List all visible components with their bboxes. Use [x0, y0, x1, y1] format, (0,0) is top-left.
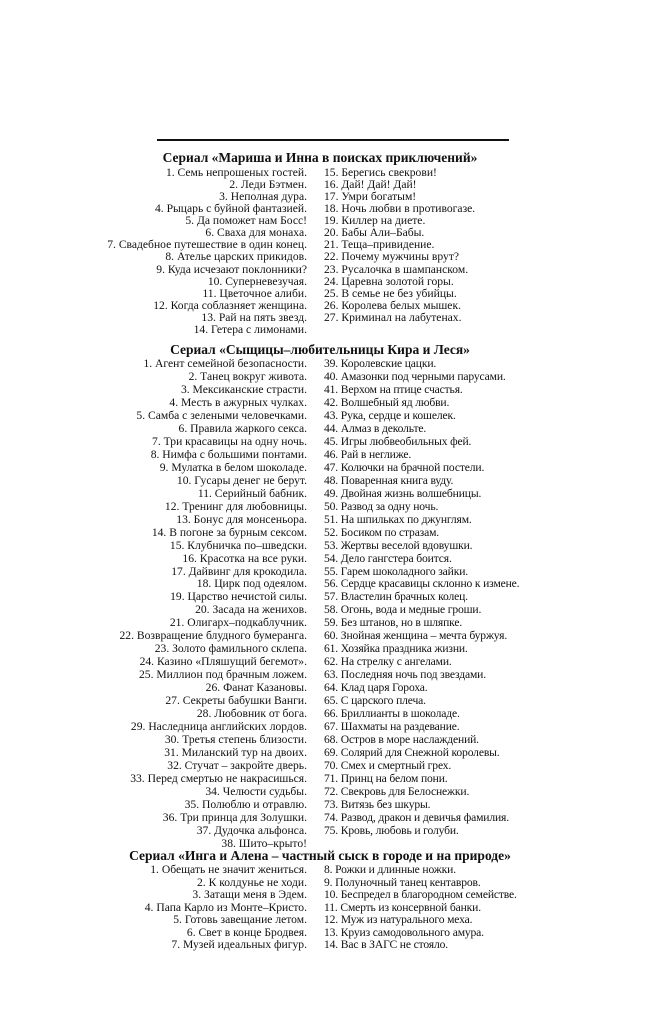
- book-title-item: 14. Вас в ЗАГС не стояло.: [324, 938, 448, 951]
- book-title-item: 18. Цирк под одеялом.: [196, 577, 307, 591]
- book-list-right: [324, 864, 517, 952]
- book-title-item: 9. Мулатка в белом шоколаде.: [159, 460, 307, 474]
- book-title-item: 61. Хозяйка праздника жизни.: [324, 642, 468, 656]
- book-title-item: 29. Наследница английских лордов.: [130, 720, 307, 734]
- book-title-item: 6. Правила жаркого секса.: [178, 421, 307, 435]
- book-title-item: 22. Возвращение блудного бумеранга.: [119, 629, 307, 643]
- book-title-item: 10. Гусары денег не берут.: [176, 473, 307, 487]
- book-title-item: 9. Куда исчезают поклонники?: [156, 262, 307, 276]
- book-title-item: 24. Казино «Пляшущий бегемот».: [139, 655, 307, 669]
- book-title-item: 23. Русалочка в шампанском.: [324, 262, 469, 276]
- book-title-item: 19. Царство нечистой силы.: [170, 590, 307, 604]
- book-list-left: [145, 864, 307, 952]
- book-title-item: 12. Муж из натурального меха.: [324, 913, 473, 926]
- book-title-item: 34. Челюсти судьбы.: [205, 784, 307, 798]
- book-title-item: 2. К колдунье не ходи.: [197, 875, 307, 889]
- book-title-item: 44. Алмаз в декольте.: [324, 421, 427, 435]
- book-title-item: 59. Без штанов, но в шляпке.: [324, 616, 463, 630]
- book-title-item: 23. Золото фамильного склепа.: [154, 642, 307, 656]
- book-title-item: 64. Клад царя Гороха.: [324, 681, 428, 695]
- book-title-item: 4. Папа Карло из Монте–Кристо.: [144, 900, 307, 914]
- book-title-item: 16. Красотка на все руки.: [182, 551, 307, 565]
- book-title-item: 2. Леди Бэтмен.: [229, 178, 307, 192]
- series-title: Сериал «Инга и Алена – частный сыск в городе и на природе»: [129, 848, 511, 863]
- book-title-item: 2. Танец вокруг живота.: [188, 369, 307, 383]
- book-title-item: 14. Гетера с лимонами.: [193, 322, 307, 336]
- book-title-item: 13. Рай на пять звезд.: [201, 310, 307, 324]
- book-title-item: 5. Да поможет нам Босс!: [185, 214, 307, 228]
- book-list-right: [324, 357, 519, 837]
- book-title-item: 11. Серийный бабник.: [197, 486, 307, 500]
- book-title-item: 8. Ателье царских прикидов.: [165, 250, 307, 264]
- book-title-item: 74. Развод, дракон и девичья фамилия.: [324, 810, 509, 824]
- book-title-item: 15. Берегись свекрови!: [324, 166, 437, 179]
- book-title-item: 16. Дай! Дай! Дай!: [324, 178, 417, 192]
- top-rule: [157, 139, 509, 141]
- book-title-item: 18. Ночь любви в противогазе.: [324, 202, 476, 216]
- book-title-item: 12. Тренинг для любовницы.: [164, 499, 307, 513]
- book-title-item: 1. Обещать не значит жениться.: [150, 863, 307, 876]
- book-title-item: 67. Шахматы на раздевание.: [324, 720, 460, 734]
- book-title-item: 13. Круиз самодовольного амура.: [324, 925, 484, 939]
- book-title-item: 51. На шпильках по джунглям.: [324, 512, 472, 526]
- book-title-item: 8. Нимфа с большими понтами.: [150, 447, 307, 461]
- book-title-item: 49. Двойная жизнь волшебницы.: [324, 486, 482, 500]
- book-title-item: 24. Царевна золотой горы.: [324, 274, 454, 288]
- book-title-item: 21. Олигарх–подкаблучник.: [169, 616, 307, 630]
- book-title-item: 27. Секреты бабушки Ванги.: [165, 694, 307, 708]
- book-title-item: 42. Волшебный яд любви.: [324, 395, 450, 409]
- book-title-item: 53. Жертвы веселой вдовушки.: [324, 538, 473, 552]
- book-title-item: 43. Рука, сердце и кошелек.: [324, 408, 456, 422]
- book-title-item: 62. На стрелку с ангелами.: [324, 655, 452, 669]
- book-title-item: 32. Стучат – закройте дверь.: [167, 759, 307, 773]
- book-title-item: 28. Любовник от бога.: [196, 707, 307, 721]
- book-title-item: 1. Семь непрошеных гостей.: [165, 166, 307, 179]
- book-title-item: 20. Засада на женихов.: [195, 603, 307, 617]
- book-title-item: 7. Свадебное путешествие в один конец.: [107, 238, 307, 252]
- book-title-item: 38. Шито–крыто!: [221, 836, 307, 850]
- book-title-item: 7. Три красавицы на одну ночь.: [152, 434, 307, 448]
- book-title-item: 52. Босиком по стразам.: [324, 525, 440, 539]
- book-title-item: 33. Перед смертью не накрасишься.: [130, 772, 307, 785]
- book-title-item: 69. Солярий для Снежной королевы.: [324, 746, 500, 760]
- book-title-item: 68. Остров в море наслаждений.: [324, 733, 479, 747]
- book-title-item: 4. Месть в ажурных чулках.: [169, 395, 307, 409]
- book-title-item: 70. Смех и смертный грех.: [324, 759, 452, 773]
- book-title-item: 5. Готовь завещание летом.: [173, 913, 307, 926]
- book-title-item: 55. Гарем шоколадного зайки.: [324, 564, 468, 578]
- book-title-item: 11. Цветочное алиби.: [202, 286, 307, 300]
- book-title-item: 37. Дудочка альфонса.: [196, 823, 307, 837]
- book-title-item: 13. Бонус для монсеньора.: [176, 512, 307, 526]
- book-title-item: 47. Колючки на брачной постели.: [324, 460, 485, 474]
- book-list-left: [107, 167, 307, 336]
- book-title-item: 17. Умри богатым!: [324, 190, 417, 204]
- book-list-left: [120, 357, 308, 850]
- book-title-item: 40. Амазонки под черными парусами.: [324, 369, 506, 383]
- book-title-item: 26. Королева белых мышек.: [324, 298, 461, 312]
- book-title-item: 14. В погоне за бурным сексом.: [151, 525, 307, 539]
- book-title-item: 3. Затащи меня в Эдем.: [192, 888, 307, 901]
- book-title-item: 20. Бабы Али–Бабы.: [324, 226, 425, 240]
- book-title-item: 41. Верхом на птице счастья.: [324, 382, 463, 396]
- book-title-item: 25. В семье не без убийцы.: [324, 286, 457, 300]
- book-title-item: 75. Кровь, любовь и голуби.: [324, 823, 459, 837]
- book-title-item: 30. Третья степень близости.: [164, 733, 307, 747]
- book-title-item: 57. Властелин брачных колец.: [324, 590, 468, 604]
- series-title: Сериал «Сыщицы–любительницы Кира и Леся»: [170, 342, 470, 357]
- book-title-item: 11. Смерть из консервной банки.: [324, 900, 481, 914]
- book-title-item: 12. Когда соблазняет женщина.: [153, 298, 307, 312]
- book-title-item: 10. Беспредел в благородном семействе.: [324, 888, 517, 901]
- book-title-item: 7. Музей идеальных фигур.: [171, 938, 307, 951]
- book-title-item: 5. Самба с зелеными человечками.: [136, 408, 307, 422]
- book-title-item: 58. Огонь, вода и медные гроши.: [324, 603, 482, 617]
- book-title-item: 36. Три принца для Золушки.: [162, 810, 307, 824]
- book-title-item: 6. Свет в конце Бродвея.: [186, 925, 307, 939]
- book-title-item: 65. С царского плеча.: [324, 694, 426, 708]
- book-title-item: 71. Принц на белом пони.: [324, 772, 448, 785]
- book-title-item: 63. Последняя ночь под звездами.: [324, 668, 486, 682]
- book-title-item: 31. Миланский тур на двоих.: [164, 746, 307, 760]
- book-title-item: 6. Сваха для монаха.: [205, 226, 307, 240]
- book-title-item: 50. Развод за одну ночь.: [324, 499, 439, 513]
- book-title-item: 25. Миллион под брачным ложем.: [138, 668, 307, 682]
- book-title-item: 72. Свекровь для Белоснежки.: [324, 784, 470, 798]
- book-title-item: 26. Фанат Казановы.: [205, 681, 307, 695]
- book-title-item: 1. Агент семейной безопасности.: [143, 357, 307, 370]
- book-title-item: 22. Почему мужчины врут?: [324, 250, 460, 264]
- book-title-item: 60. Знойная женщина – мечта буржуя.: [324, 629, 508, 643]
- book-title-item: 35. Полюблю и отравлю.: [184, 797, 307, 811]
- book-title-item: 56. Сердце красавицы склонно к измене.: [324, 577, 520, 591]
- book-title-item: 9. Полуночный танец кентавров.: [324, 875, 481, 889]
- book-title-item: 73. Витязь без шкуры.: [324, 797, 431, 811]
- book-title-item: 3. Неполная дура.: [219, 190, 307, 204]
- book-title-item: 10. Суперневезучая.: [207, 274, 307, 288]
- book-title-item: 15. Клубничка по–шведски.: [169, 538, 307, 552]
- book-title-item: 8. Рожки и длинные ножки.: [324, 863, 456, 876]
- book-title-item: 66. Бриллианты в шоколаде.: [324, 707, 460, 721]
- book-title-item: 39. Королевские цацки.: [324, 357, 437, 370]
- book-title-item: 48. Поваренная книга вуду.: [324, 473, 454, 487]
- book-title-item: 4. Рыцарь с буйной фантазией.: [154, 202, 307, 216]
- book-title-item: 27. Криминал на лабутенах.: [324, 310, 462, 324]
- book-title-item: 21. Теща–привидение.: [324, 238, 435, 252]
- book-title-item: 17. Дайвинг для крокодила.: [171, 564, 307, 578]
- book-title-item: 54. Дело гангстера боится.: [324, 551, 452, 565]
- book-title-item: 19. Киллер на диете.: [324, 214, 426, 228]
- book-list-right: [324, 167, 475, 324]
- book-title-item: 3. Мексиканские страсти.: [180, 382, 307, 396]
- series-title: Сериал «Мариша и Инна в поисках приключений»: [162, 150, 478, 165]
- book-title-item: 46. Рай в неглиже.: [324, 447, 412, 461]
- book-title-item: 45. Игры любвеобильных фей.: [324, 434, 472, 448]
